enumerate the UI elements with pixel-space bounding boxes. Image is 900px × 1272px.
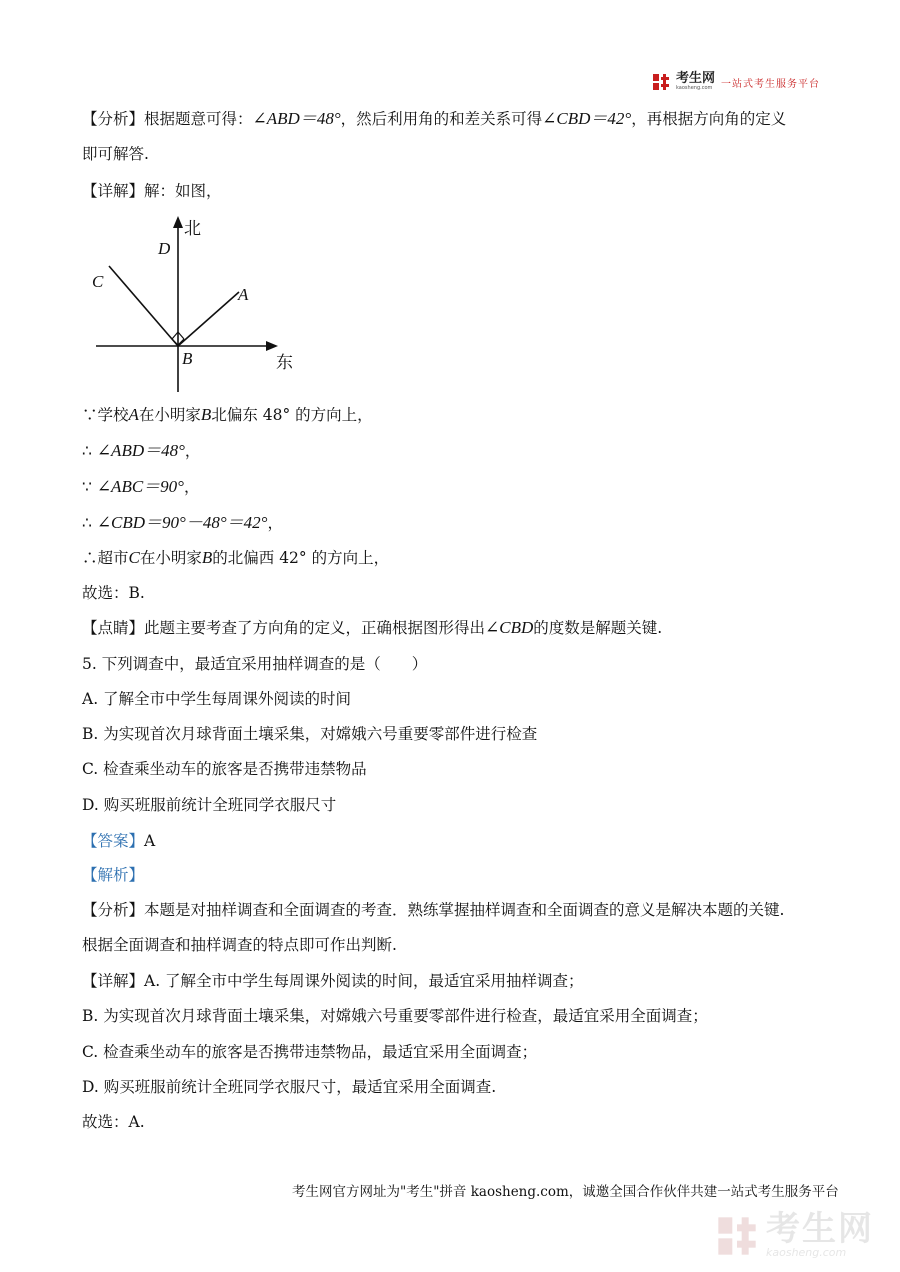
detail2-a: 【详解】A. 了解全市中学生每周课外阅读的时间，最适宜采用抽样调查； (82, 972, 584, 990)
label-a: A (238, 285, 249, 304)
comment-line (82, 617, 662, 639)
direction-figure (80, 210, 310, 395)
analysis-angle-abd: ∠ABD＝48° (252, 109, 341, 128)
answer-tag: 【答案】 (82, 832, 145, 850)
option-c: C. 检查乘坐动车的旅客是否携带违禁物品 (82, 760, 367, 778)
brand-slogan: 一站式考生服务平台 (721, 78, 821, 90)
analysis2-line-2: 根据全面调查和抽样调查的特点即可作出判断. (82, 936, 397, 954)
option-a: A. 了解全市中学生每周课外阅读的时间 (82, 690, 352, 708)
jiexi-tag: 【解析】 (82, 866, 145, 884)
comment-math: ∠CBD (485, 618, 534, 637)
step-1-point-b: B (200, 405, 212, 424)
step-4-sym: ∴ (82, 514, 92, 532)
step-1 (82, 404, 373, 426)
analysis2-line-1: 【分析】本题是对抽样调查和全面调查的考查．熟练掌握抽样调查和全面调查的意义是解决本题的关键. (82, 901, 785, 919)
brand-text (676, 73, 715, 91)
step-5-point-c: C (128, 548, 140, 567)
comment-a: 【点睛】此题主要考查了方向角的定义，正确根据图形得出 (82, 619, 486, 637)
comment-b: 的度数是解题关键. (533, 619, 663, 637)
option-d: D. 购买班服前统计全班同学衣服尺寸 (82, 796, 337, 814)
answer-value: A (144, 832, 156, 850)
step-5-a: ∴超市 (82, 549, 129, 567)
step-1-b: 在小明家 (138, 406, 201, 424)
analysis-text-c: ，再根据方向角的定义 (631, 110, 787, 128)
detail-line: 【详解】解：如图， (82, 182, 222, 200)
step-3-end: ， (183, 478, 200, 496)
step-3-sym: ∵ (82, 478, 92, 496)
step-2-end: ， (184, 442, 201, 460)
north-arrow-icon (173, 216, 183, 228)
step-3 (82, 476, 199, 498)
step-4-math: ∠CBD＝90°－48°＝42° (96, 513, 268, 532)
choose-1: 故选：B. (82, 584, 145, 602)
step-5-b: 在小明家 (139, 549, 202, 567)
detail2-d: D. 购买班服前统计全班同学衣服尺寸，最适宜采用全面调查. (82, 1078, 497, 1096)
step-1-point-a: A (128, 405, 139, 424)
detail2-c: C. 检查乘坐动车的旅客是否携带违禁物品，最适宜采用全面调查； (82, 1043, 538, 1061)
label-d: D (158, 239, 171, 258)
answer-line (82, 830, 155, 852)
step-2-sym: ∴ (82, 442, 92, 460)
detail2-b: B. 为实现首次月球背面土壤采集，对嫦娥六号重要零部件进行检查，最适宜采用全面调查； (82, 1007, 708, 1025)
watermark (716, 1209, 874, 1259)
step-3-math: ∠ABC＝90° (96, 477, 184, 496)
label-c: C (92, 272, 104, 291)
ray-ba (178, 292, 239, 346)
step-2 (82, 440, 200, 462)
brand-sub: kaosheng.com (676, 85, 713, 91)
step-4-end: ， (267, 514, 283, 532)
step-4 (82, 512, 283, 534)
analysis-angle-cbd: ∠CBD＝42° (542, 109, 632, 128)
step-5-point-b: B (201, 548, 213, 567)
watermark-name: 考生网 (766, 1209, 874, 1249)
label-b: B (182, 349, 193, 368)
step-1-c: 北偏东 48° 的方向上， (211, 406, 373, 424)
brand-header (652, 72, 820, 92)
analysis-text-b: ，然后利用角的和差关系可得 (340, 110, 543, 128)
watermark-text (766, 1209, 874, 1259)
step-1-a: ∵学校 (82, 406, 129, 424)
label-north: 北 (184, 219, 201, 239)
question-5: 5. 下列调查中，最适宜采用抽样调查的是（ ） (82, 655, 428, 673)
analysis-tag: 【分析】 (82, 110, 145, 128)
analysis-line-1 (82, 108, 786, 130)
ray-bc (109, 266, 178, 346)
watermark-sub: kaosheng.com (766, 1246, 847, 1259)
choose-2: 故选：A. (82, 1113, 145, 1131)
step-5-c: 的北偏西 42° 的方向上， (212, 549, 390, 567)
label-east: 东 (276, 353, 293, 373)
step-2-math: ∠ABD＝48° (96, 441, 185, 460)
step-5 (82, 547, 389, 569)
option-b: B. 为实现首次月球背面土壤采集，对嫦娥六号重要零部件进行检查 (82, 725, 538, 743)
footer-text: 考生网官方网址为"考生"拼音 kaosheng.com，诚邀全国合作伙伴共建一站式考生服务平台 (292, 1184, 839, 1200)
east-arrow-icon (266, 341, 278, 351)
analysis-line-2: 即可解答. (82, 145, 149, 163)
brand-name: 考生网 (676, 71, 716, 86)
watermark-logo-icon (716, 1214, 758, 1258)
analysis-text-a: 根据题意可得： (144, 110, 253, 128)
brand-logo-icon (652, 73, 670, 91)
